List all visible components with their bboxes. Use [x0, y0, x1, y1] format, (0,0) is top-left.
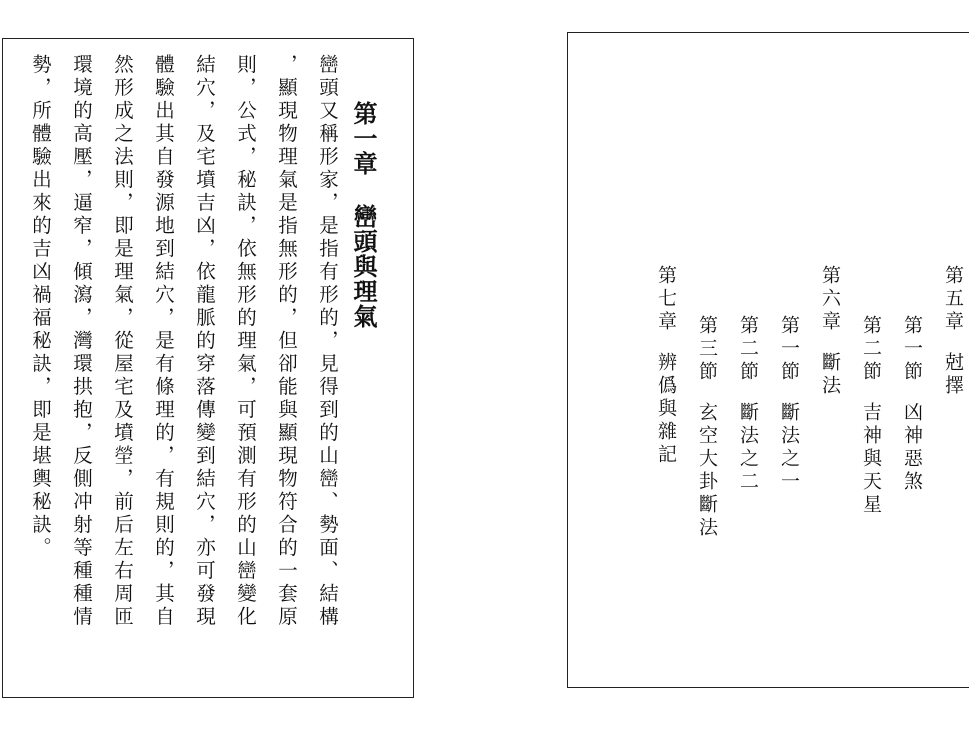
toc-chapter-7	[656, 265, 675, 467]
body-column-5: 體驗出其自發源地到結穴，是有條理的，有規則的，其自	[152, 54, 175, 629]
toc-title: 辨僞與雜記	[655, 352, 677, 467]
body-column-3: 則，公式，秘訣，依無形的理氣，可預測有形的山巒變化	[234, 54, 257, 629]
left-page	[2, 38, 414, 698]
chapter-number: 第一章	[349, 101, 377, 176]
body-column-4: 結穴，及宅墳吉凶，依龍脈的穿落傳變到結穴，亦可發現	[193, 54, 216, 629]
right-page	[567, 32, 969, 688]
chapter-title: 巒頭與理氣	[349, 204, 377, 329]
toc-marker: 第六章	[819, 265, 841, 334]
body-column-6: 然形成之法則，即是理氣，從屋宅及墳塋，前后左右周匝	[111, 54, 134, 629]
body-column-7: 環境的高壓，逼窄，傾瀉，灣環拱抱，反側冲射等種種情	[70, 54, 93, 629]
toc-marker: 第七章	[655, 265, 677, 334]
toc-section-6-2	[738, 315, 757, 494]
toc-chapter-6	[820, 265, 839, 398]
toc-section-6-1	[779, 315, 798, 494]
toc-title: 凶神惡煞	[901, 402, 923, 494]
toc-title: 斷法之二	[737, 402, 759, 494]
toc-marker: 第二節	[737, 315, 759, 384]
toc-section-6-3	[697, 315, 716, 540]
toc-section-5-1	[902, 315, 921, 494]
toc-title: 尅擇	[942, 352, 964, 398]
toc-title: 斷法之一	[778, 402, 800, 494]
chapter-heading	[351, 101, 375, 329]
toc-marker: 第一節	[901, 315, 923, 384]
toc-marker: 第二節	[860, 315, 882, 384]
toc-chapter-5	[943, 265, 962, 398]
toc-title: 吉神與天星	[860, 402, 882, 517]
toc-marker: 第一節	[778, 315, 800, 384]
toc-title: 斷法	[819, 352, 841, 398]
body-column-8: 勢，所體驗出來的吉凶禍福秘訣，即是堪輿秘訣。	[29, 54, 52, 560]
toc-marker: 第五章	[942, 265, 964, 334]
toc-marker: 第三節	[696, 315, 718, 384]
body-column-2: ，顯現物理氣是指無形的，但卻能與顯現物符合的一套原	[275, 54, 298, 629]
body-column-1: 巒頭又稱形家，是指有形的，見得到的山巒、勢面、結構	[316, 54, 339, 629]
toc-title: 玄空大卦斷法	[696, 402, 718, 540]
toc-section-5-2	[861, 315, 880, 517]
